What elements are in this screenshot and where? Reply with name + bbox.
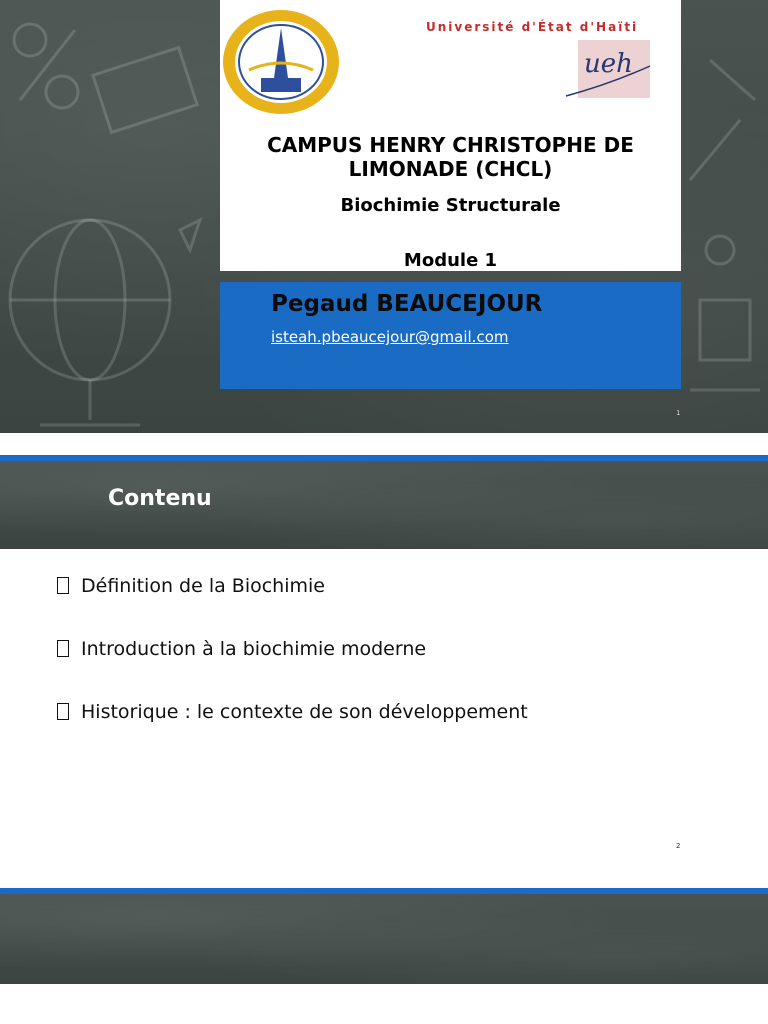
bullet-text: Introduction à la biochimie moderne [81, 638, 427, 660]
title-slide [0, 0, 768, 433]
list-item [57, 701, 528, 764]
ueh-logo [560, 36, 654, 100]
module-title: Module 1 [403, 250, 498, 271]
author-name: Pegaud BEAUCEJOUR [271, 291, 543, 317]
campus-title: CAMPUS HENRY CHRISTOPHE DE LIMONADE (CHCL) [267, 133, 634, 181]
slide-heading: Contenu [108, 486, 212, 511]
bullet-text: Historique : le contexte de son développement [81, 701, 528, 723]
list-item [57, 575, 528, 638]
content-slide [0, 455, 768, 887]
page-number: 2 [676, 842, 681, 850]
author-email-link[interactable]: isteah.pbeaucejour@gmail.com [271, 328, 509, 346]
bullet-text: Définition de la Biochimie [81, 575, 325, 597]
checkbox-bullet-icon [57, 577, 69, 594]
checkbox-bullet-icon [57, 703, 69, 720]
ueh-chcl-crest-logo [221, 8, 341, 116]
chalkboard-header [0, 461, 768, 549]
ueh-logo-text: ueh [584, 49, 633, 79]
checkbox-bullet-icon [57, 640, 69, 657]
page-number: 1 [676, 409, 681, 417]
next-slide-header [0, 894, 768, 984]
bullet-list [57, 575, 528, 764]
university-name: Université d'État d'Haïti [426, 20, 639, 34]
course-title: Biochimie Structurale [340, 195, 561, 216]
list-item [57, 638, 528, 701]
